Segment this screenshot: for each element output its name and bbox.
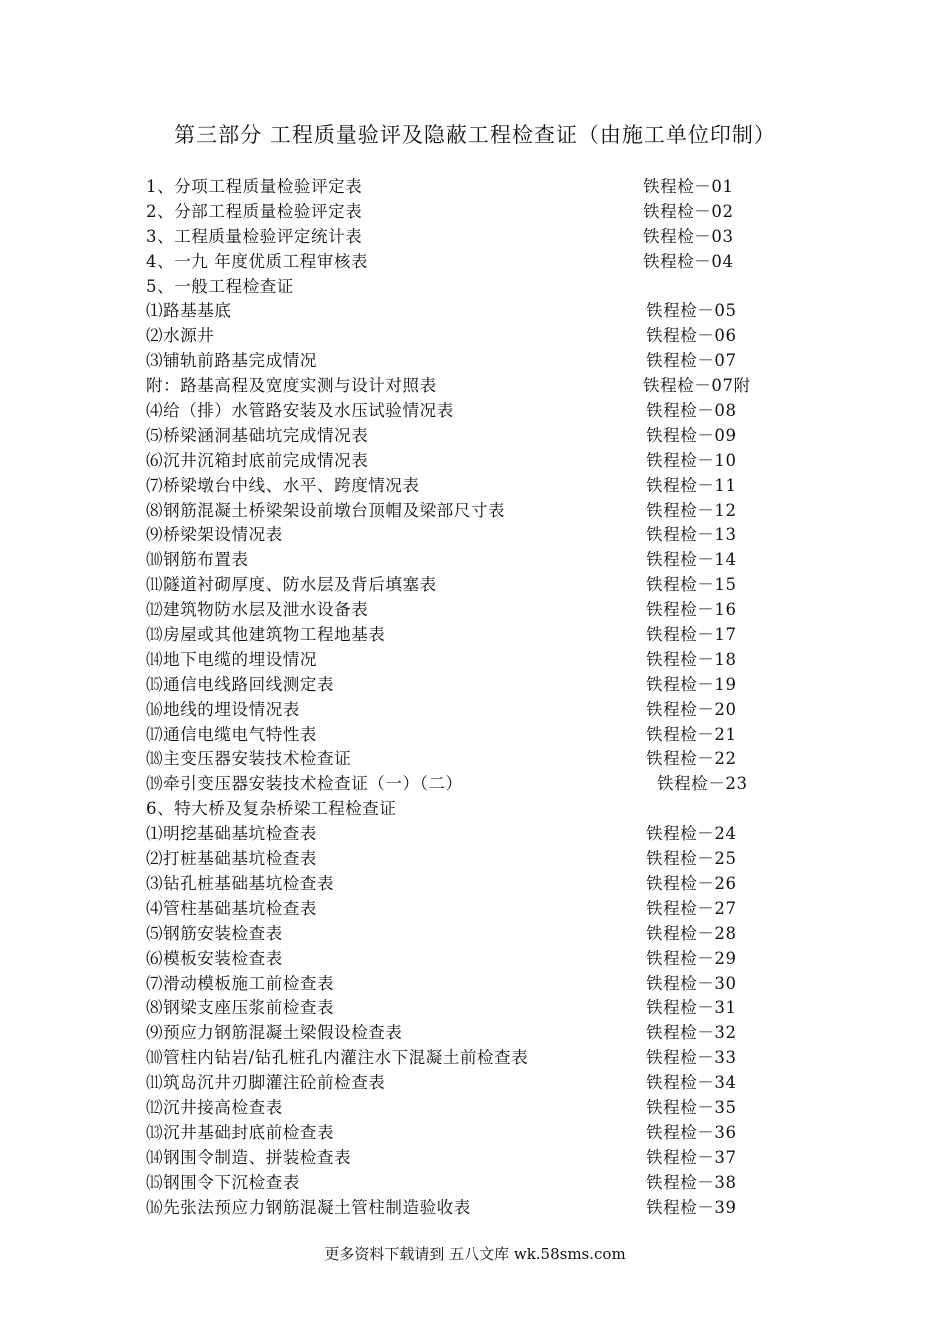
footer-note: 更多资料下载请到 五八文库 wk.58sms.com [324, 1245, 626, 1263]
list-item [146, 523, 866, 548]
entry-code: 铁程检－26 [646, 873, 737, 893]
list-item [146, 648, 866, 673]
list-item [146, 399, 866, 424]
entry-label: ⑹沉井沉箱封底前完成情况表 [146, 450, 369, 470]
list-item [146, 747, 866, 772]
entry-label: ⑹模板安装检查表 [146, 948, 283, 968]
entry-code: 铁程检－13 [646, 525, 737, 545]
entry-label: 3、工程质量检验评定统计表 [146, 226, 363, 246]
entry-code: 铁程检－04 [643, 251, 734, 271]
entry-label: ⑼桥梁架设情况表 [146, 525, 283, 545]
entry-label: ⒁地下电缆的埋设情况 [146, 649, 317, 669]
entry-label: ⑵打桩基础基坑检查表 [146, 849, 317, 869]
entry-label: ⑶钻孔桩基础基坑检查表 [146, 873, 335, 893]
list-item [146, 698, 866, 723]
entry-label: ⑴明挖基础基坑检查表 [146, 824, 317, 844]
list-item [146, 324, 866, 349]
list-item [146, 922, 866, 947]
entry-code: 铁程检－18 [646, 649, 737, 669]
list-item [146, 623, 866, 648]
entry-code: 铁程检－23 [657, 774, 748, 794]
entry-label: ⒁钢围令制造、拼装检查表 [146, 1147, 352, 1167]
entry-label: ⒀沉井基础封底前检查表 [146, 1122, 335, 1142]
entry-code: 铁程检－30 [646, 973, 737, 993]
list-item [146, 349, 866, 374]
entry-label: 6、特大桥及复杂桥梁工程检查证 [146, 799, 397, 819]
entry-label: ⒅主变压器安装技术检查证 [146, 749, 352, 769]
entry-label: ⑽管柱内钻岩/钻孔桩孔内灌注水下混凝土前检查表 [146, 1048, 529, 1068]
entry-code: 铁程检－32 [646, 1023, 737, 1043]
list-item [146, 1096, 866, 1121]
entry-label: ⑷给（排）水管路安装及水压试验情况表 [146, 401, 454, 421]
entry-label: ⑻钢筋混凝土桥梁架设前墩台顶帽及梁部尺寸表 [146, 500, 506, 520]
list-item [146, 996, 866, 1021]
entry-label: ⑸桥梁涵洞基础坑完成情况表 [146, 425, 369, 445]
list-item [146, 1196, 866, 1221]
list-item [146, 897, 866, 922]
list-item [146, 200, 866, 225]
entry-code: 铁程检－02 [643, 201, 734, 221]
entry-code: 铁程检－07 [646, 351, 737, 371]
list-item [146, 772, 866, 797]
entry-label: ⑷管柱基础基坑检查表 [146, 898, 317, 918]
entry-label: 2、分部工程质量检验评定表 [146, 201, 363, 221]
entry-code: 铁程检－11 [646, 475, 737, 495]
list-item [146, 847, 866, 872]
entry-code: 铁程检－33 [646, 1048, 737, 1068]
list-item [146, 175, 866, 200]
entry-code: 铁程检－12 [646, 500, 737, 520]
entry-label: 附：路基高程及宽度实测与设计对照表 [146, 376, 437, 396]
entry-code: 铁程检－17 [646, 625, 737, 645]
list-item [146, 1071, 866, 1096]
entry-code: 铁程检－29 [646, 948, 737, 968]
entry-code: 铁程检－19 [646, 674, 737, 694]
entry-code: 铁程检－21 [646, 724, 737, 744]
list-item [146, 1171, 866, 1196]
entry-label: ⑵水源井 [146, 326, 215, 346]
entry-code: 铁程检－39 [646, 1197, 737, 1217]
entry-code: 铁程检－38 [646, 1172, 737, 1192]
entry-code: 铁程检－20 [646, 699, 737, 719]
entry-label: ⒆牵引变压器安装技术检查证（一）（二） [146, 774, 463, 794]
entry-code: 铁程检－03 [643, 226, 734, 246]
entry-code: 铁程检－25 [646, 849, 737, 869]
list-item [146, 1021, 866, 1046]
entry-code: 铁程检－06 [646, 326, 737, 346]
list-item [146, 299, 866, 324]
list-item [146, 1146, 866, 1171]
entry-label: ⒃地线的埋设情况表 [146, 699, 300, 719]
entry-code: 铁程检－22 [646, 749, 737, 769]
entry-label: ⒂钢围令下沉检查表 [146, 1172, 300, 1192]
entry-label: ⒄通信电缆电气特性表 [146, 724, 317, 744]
entry-label: 1、分项工程质量检验评定表 [146, 177, 363, 196]
list-item [146, 374, 866, 399]
entry-code: 铁程检－05 [646, 301, 737, 321]
list-item [146, 548, 866, 573]
entry-label: ⑺桥梁墩台中线、水平、跨度情况表 [146, 475, 420, 495]
entry-label: ⑾隧道衬砌厚度、防水层及背后填塞表 [146, 575, 437, 595]
entry-code: 铁程检－16 [646, 600, 737, 620]
list-item [146, 424, 866, 449]
entry-code: 铁程检－09 [646, 425, 737, 445]
list-item [146, 573, 866, 598]
page-title: 第三部分 工程质量验评及隐蔽工程检查证（由施工单位印制） [174, 123, 776, 147]
list-item [146, 972, 866, 997]
entry-code: 铁程检－10 [646, 450, 737, 470]
entry-label: ⑻钢梁支座压浆前检查表 [146, 998, 335, 1018]
entry-code: 铁程检－24 [646, 824, 737, 844]
section-heading [146, 797, 866, 822]
list-item [146, 673, 866, 698]
entry-code: 铁程检－37 [646, 1147, 737, 1167]
entry-label: ⒀房屋或其他建筑物工程地基表 [146, 625, 386, 645]
entry-label: ⒃先张法预应力钢筋混凝土管柱制造验收表 [146, 1197, 471, 1217]
list-item [146, 1121, 866, 1146]
list-item [146, 499, 866, 524]
entry-label: ⑸钢筋安装检查表 [146, 923, 283, 943]
entry-label: 5、一般工程检查证 [146, 276, 294, 296]
entry-code: 铁程检－15 [646, 575, 737, 595]
entry-code: 铁程检－36 [646, 1122, 737, 1142]
list-item [146, 872, 866, 897]
entry-code: 铁程检－08 [646, 401, 737, 421]
entry-code: 铁程检－01 [643, 177, 734, 196]
entry-label: ⑽钢筋布置表 [146, 550, 249, 570]
entry-label: ⑶铺轨前路基完成情况 [146, 351, 317, 371]
entry-code: 铁程检－31 [646, 998, 737, 1018]
list-item [146, 1046, 866, 1071]
entry-label: ⑿建筑物防水层及泄水设备表 [146, 600, 369, 620]
entry-label: ⑾筑岛沉井刃脚灌注砼前检查表 [146, 1073, 386, 1093]
entry-code: 铁程检－27 [646, 898, 737, 918]
list-item [146, 250, 866, 275]
list-item [146, 822, 866, 847]
entry-label: ⑺滑动模板施工前检查表 [146, 973, 335, 993]
entry-label: 4、一九 年度优质工程审核表 [146, 251, 369, 271]
entry-code: 铁程检－07附 [643, 376, 751, 396]
list-item [146, 947, 866, 972]
entry-label: ⑼预应力钢筋混凝土梁假设检查表 [146, 1023, 403, 1043]
entry-label: ⒂通信电线路回线测定表 [146, 674, 335, 694]
list-item [146, 723, 866, 748]
entry-code: 铁程检－34 [646, 1073, 737, 1093]
entry-code: 铁程检－28 [646, 923, 737, 943]
entry-label: ⑴路基基底 [146, 301, 232, 321]
section-heading [146, 275, 866, 300]
entry-code: 铁程检－35 [646, 1097, 737, 1117]
list-item [146, 598, 866, 623]
list-item [146, 474, 866, 499]
entry-list [146, 175, 866, 1220]
list-item [146, 449, 866, 474]
list-item [146, 225, 866, 250]
entry-code: 铁程检－14 [646, 550, 737, 570]
entry-label: ⑿沉井接高检查表 [146, 1097, 283, 1117]
